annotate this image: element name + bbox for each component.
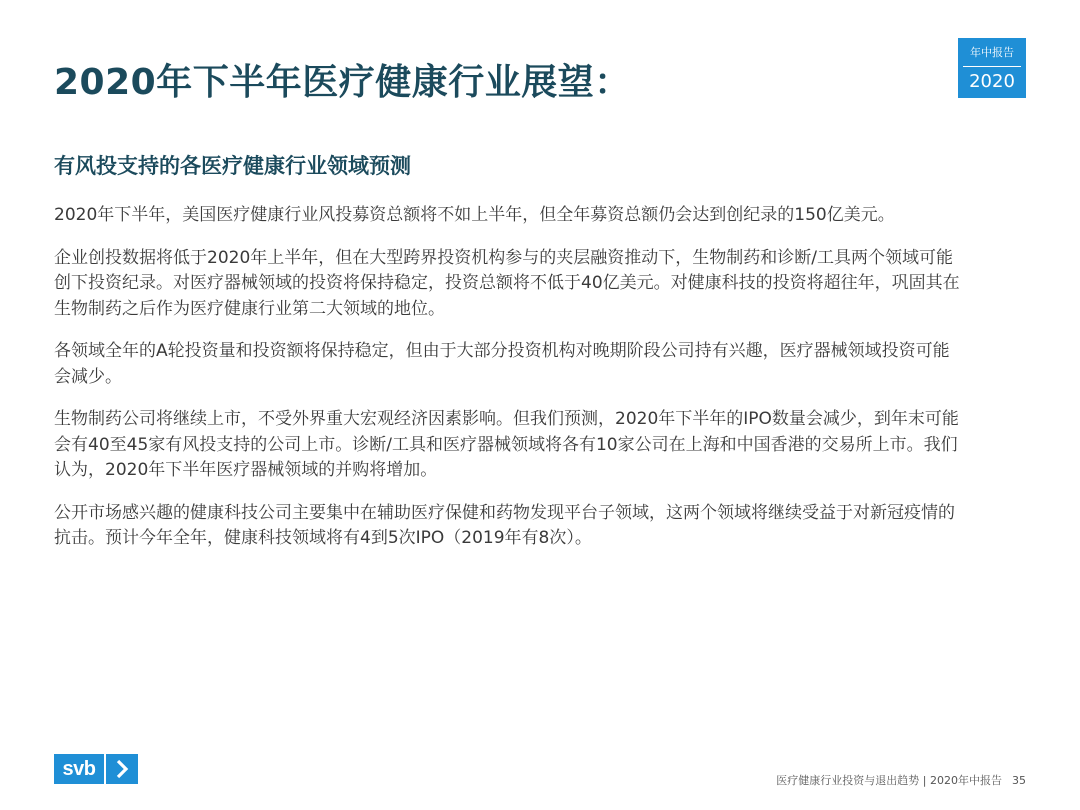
paragraph: 生物制药公司将继续上市，不受外界重大宏观经济因素影响。但我们预测，2020年下半年的IPO数量会减少，到年末可能会有40至45家有风投支持的公司上市。诊断/工具和医疗器械领域将各有10家公司在上海和中国香港的交易所上市。我们认为，2020年下半年医疗器械领域的并购将增加。 bbox=[54, 409, 959, 480]
paragraph: 2020年下半年，美国医疗健康行业风投募资总额将不如上半年，但全年募资总额仍会达到创纪录的150亿美元。 bbox=[54, 205, 895, 225]
logo-text: svb bbox=[54, 754, 104, 784]
svb-logo bbox=[54, 754, 138, 784]
report-badge bbox=[958, 38, 1026, 98]
badge-year: 2020 bbox=[969, 71, 1015, 92]
page-title: 2020年下半年医疗健康行业展望： bbox=[54, 62, 631, 103]
footer bbox=[776, 772, 1026, 788]
paragraph: 各领域全年的A轮投资量和投资额将保持稳定，但由于大部分投资机构对晚期阶段公司持有兴趣，医疗器械领域投资可能会减少。 bbox=[54, 341, 950, 387]
badge-divider bbox=[963, 66, 1021, 67]
paragraph: 企业创投数据将低于2020年上半年，但在大型跨界投资机构参与的夹层融资推动下，生物制药和诊断/工具两个领域可能创下投资纪录。对医疗器械领域的投资将保持稳定，投资总额将不低于40亿美元。对健康科技的投资将超往年，巩固其在生物制药之后作为医疗健康行业第二大领域的地位。 bbox=[54, 247, 960, 319]
badge-label: 年中报告 bbox=[970, 46, 1014, 59]
footer-text: 医疗健康行业投资与退出趋势 | 2020年中报告 bbox=[776, 774, 1002, 787]
body-text bbox=[54, 203, 964, 569]
page-number: 35 bbox=[1012, 774, 1026, 787]
paragraph: 公开市场感兴趣的健康科技公司主要集中在辅助医疗保健和药物发现平台子领域，这两个领域将继续受益于对新冠疫情的抗击。预计今年全年，健康科技领域将有4到5次IPO（2019年有8次）。 bbox=[54, 502, 955, 548]
section-heading: 有风投支持的各医疗健康行业领域预测 bbox=[54, 154, 411, 178]
chevron-right-icon bbox=[106, 754, 138, 784]
